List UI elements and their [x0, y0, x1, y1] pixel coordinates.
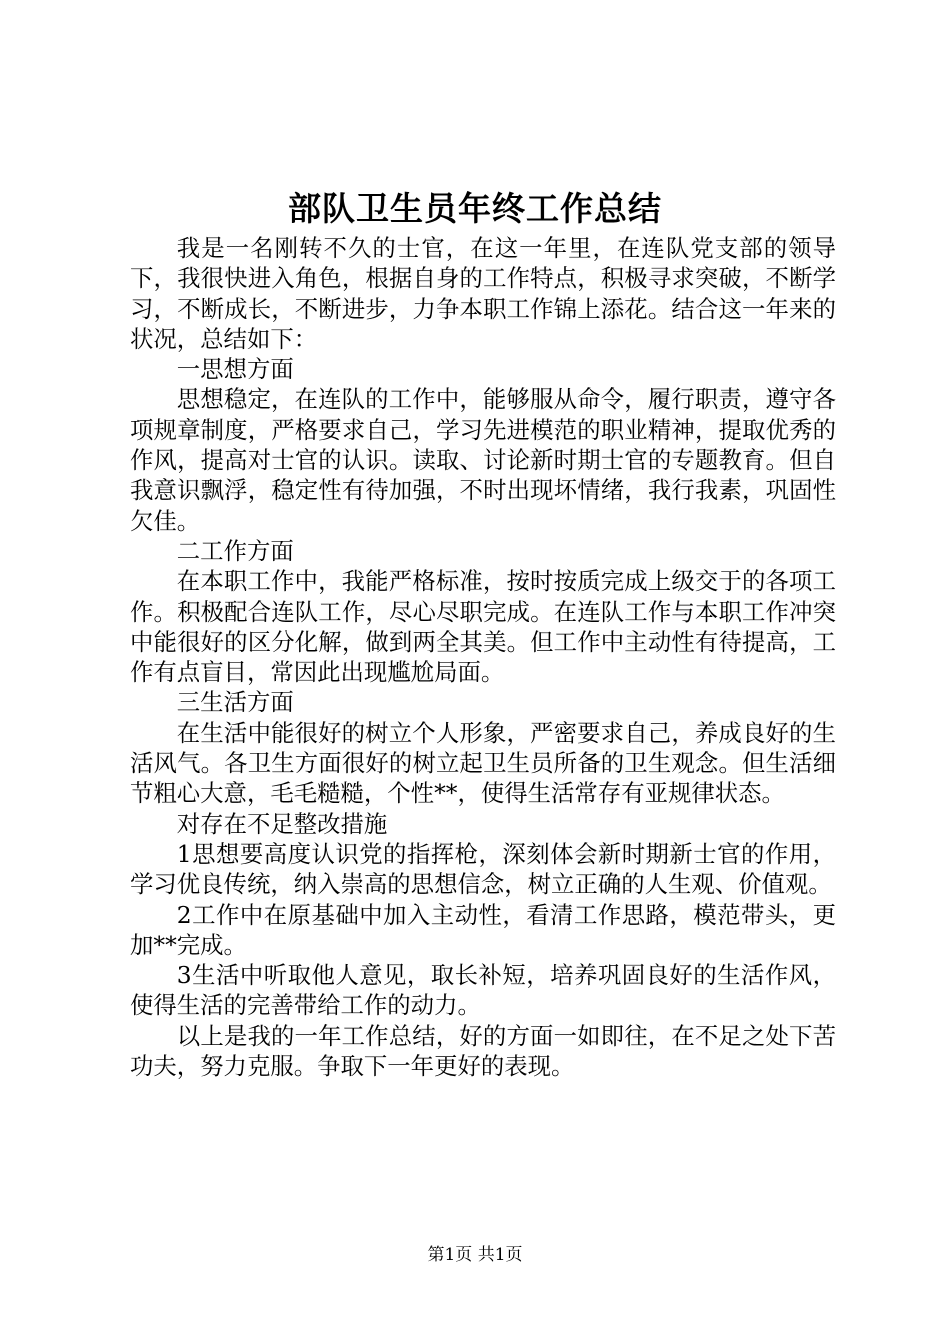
work-paragraph: 在本职工作中，我能严格标准，按时按质完成上级交于的各项工作。积极配合连队工作，尽心尽职完成。在连队工作与本职工作冲突中能很好的区分化解，做到两全其美。但工作中主动性有待提高，工作有点盲目，常因此出现尴尬局面。: [130, 567, 836, 687]
closing-paragraph: 以上是我的一年工作总结，好的方面一如即往，在不足之处下苦功夫，努力克服。争取下一年更好的表现。: [130, 1021, 836, 1081]
document-title: 部队卫生员年终工作总结: [288, 189, 662, 228]
thought-paragraph: 思想稳定，在连队的工作中，能够服从命令，履行职责，遵守各项规章制度，严格要求自己，学习先进模范的职业精神，提取优秀的作风，提高对士官的认识。读取、讨论新时期士官的专题教育。但自我意识飘浮，稳定性有待加强，不时出现坏情绪，我行我素，巩固性欠佳。: [130, 385, 836, 535]
life-paragraph: 在生活中能很好的树立个人形象，严密要求自己，养成良好的生活风气。各卫生方面很好的树立起卫生员所备的卫生观念。但生活细节粗心大意，毛毛糙糙，个性**，使得生活常存有亚规律状态。: [130, 718, 836, 808]
section-heading-measures: 对存在不足整改措施: [176, 809, 388, 838]
measure-item-2: 2工作中在原基础中加入主动性，看清工作思路，模范带头，更加**完成。: [130, 900, 836, 959]
document-body: [130, 233, 836, 1081]
section-heading-work: 二工作方面: [176, 536, 294, 565]
intro-paragraph: 我是一名刚转不久的士官，在这一年里，在连队党支部的领导下，我很快进入角色，根据自身的工作特点，积极寻求突破，不断学习，不断成长，不断进步，力争本职工作锦上添花。结合这一年来的状况，总结如下：: [130, 234, 836, 353]
section-heading-thought: 一思想方面: [176, 355, 294, 384]
page-number-footer: 第1页 共1页: [427, 1245, 523, 1265]
measure-item-1: 1思想要高度认识党的指挥枪，深刻体会新时期新士官的作用，学习优良传统，纳入崇高的思想信念，树立正确的人生观、价值观。: [130, 839, 836, 899]
measure-item-3: 3生活中听取他人意见，取长补短，培养巩固良好的生活作风，使得生活的完善带给工作的动力。: [130, 961, 836, 1020]
section-heading-life: 三生活方面: [176, 688, 294, 717]
